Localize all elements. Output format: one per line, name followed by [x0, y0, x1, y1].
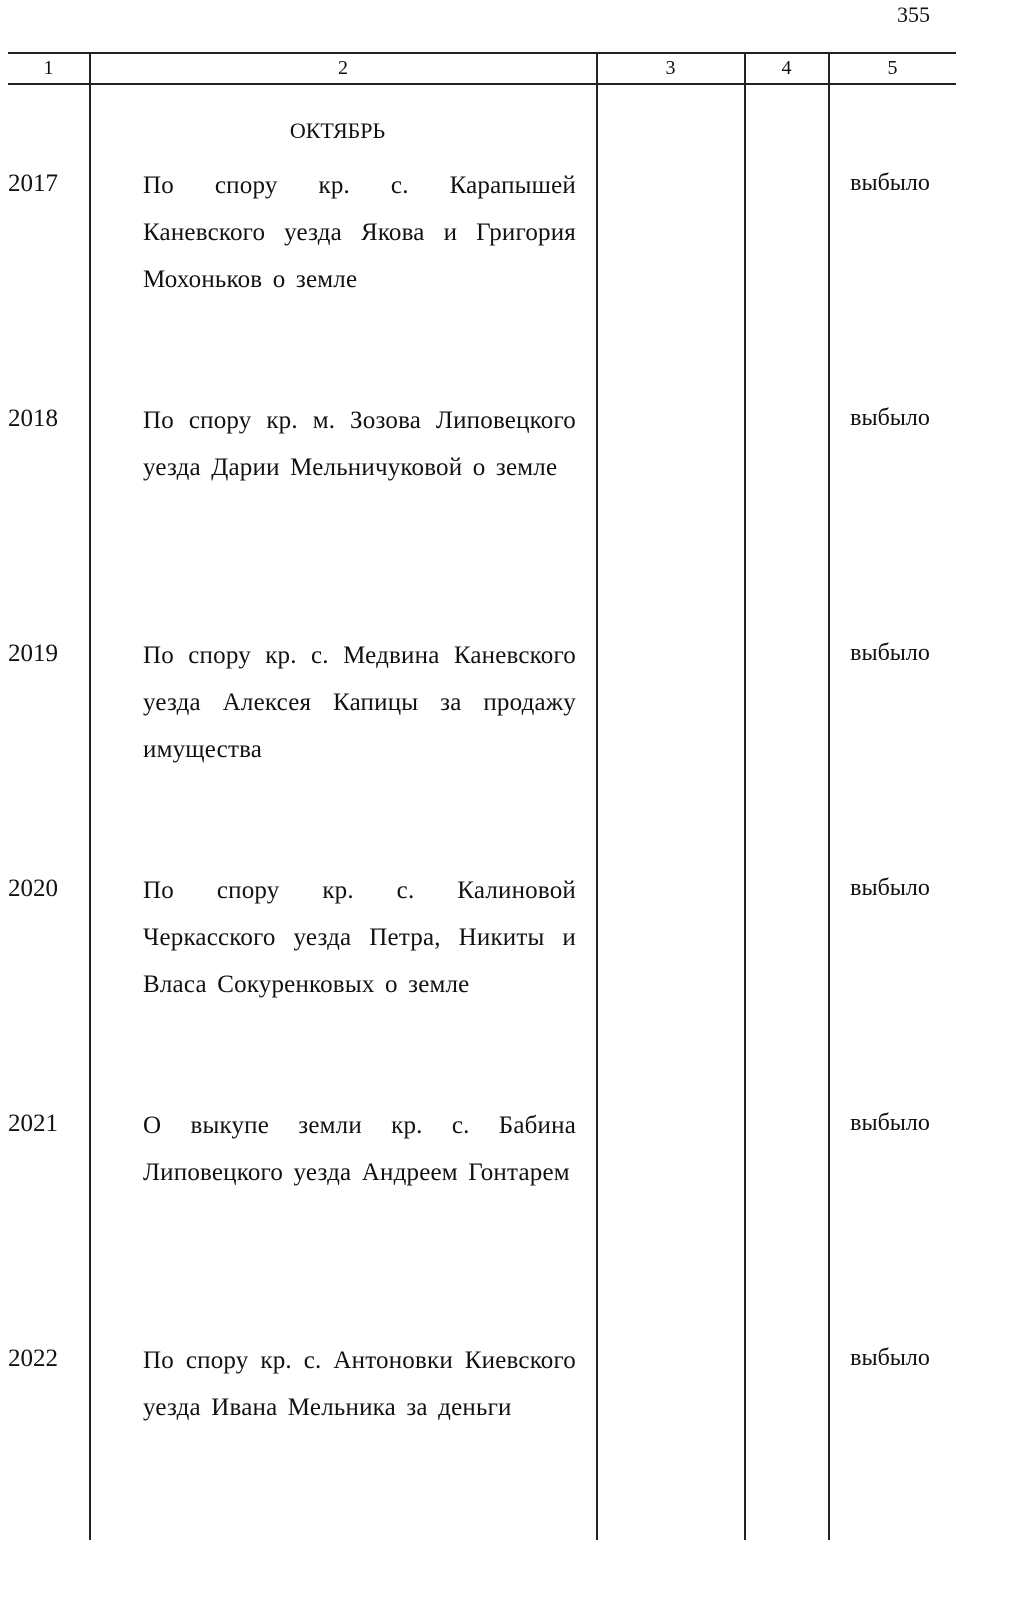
entry-result: выбыло [850, 1110, 930, 1136]
entry-number: 2020 [8, 875, 58, 902]
entry-number: 2022 [8, 1345, 58, 1372]
column-divider-2 [596, 52, 598, 1540]
entry-text: О выкупе земли кр. с. Бабина Липовецкого уезда Андреем Гонтарем [143, 1112, 576, 1186]
entry-result: выбыло [850, 640, 930, 666]
entry-result: выбыло [850, 875, 930, 901]
column-header-3: 3 [665, 57, 676, 79]
entry-text: По спору кр. с. Антоновки Киевского уезда Ивана Мельника за деньги [143, 1347, 576, 1421]
table-header-rule [8, 83, 956, 85]
entry-result: выбыло [850, 405, 930, 431]
month-heading: ОКТЯБРЬ [289, 118, 386, 143]
entry-text: По спору кр. с. Калиновой Черкасского уезда Петра, Никиты и Власа Сокуренковых о земле [143, 877, 576, 998]
entry-number: 2021 [8, 1110, 58, 1137]
entry-result: выбыло [850, 1345, 930, 1371]
entry-number: 2018 [8, 405, 58, 432]
table-top-rule [8, 52, 956, 54]
column-header-1: 1 [43, 57, 54, 79]
column-divider-3 [744, 52, 746, 1540]
entry-number: 2017 [8, 170, 58, 197]
column-header-5: 5 [887, 57, 898, 79]
column-divider-4 [828, 52, 830, 1540]
entry-number: 2019 [8, 640, 58, 667]
entry-result: выбыло [850, 170, 930, 196]
column-header-2: 2 [338, 57, 348, 79]
entry-text: По спору кр. м. Зозова Липовецкого уезда Дарии Мельничуковой о земле [143, 407, 576, 481]
column-header-4: 4 [781, 57, 792, 79]
page-number: 355 [897, 2, 930, 27]
entry-text: По спору кр. с. Медвина Каневского уезда Алексея Капицы за продажу имущества [143, 642, 576, 763]
entry-text: По спору кр. с. Карапышей Каневского уезда Якова и Григория Мохоньков о земле [143, 172, 576, 293]
column-divider-1 [89, 52, 91, 1540]
